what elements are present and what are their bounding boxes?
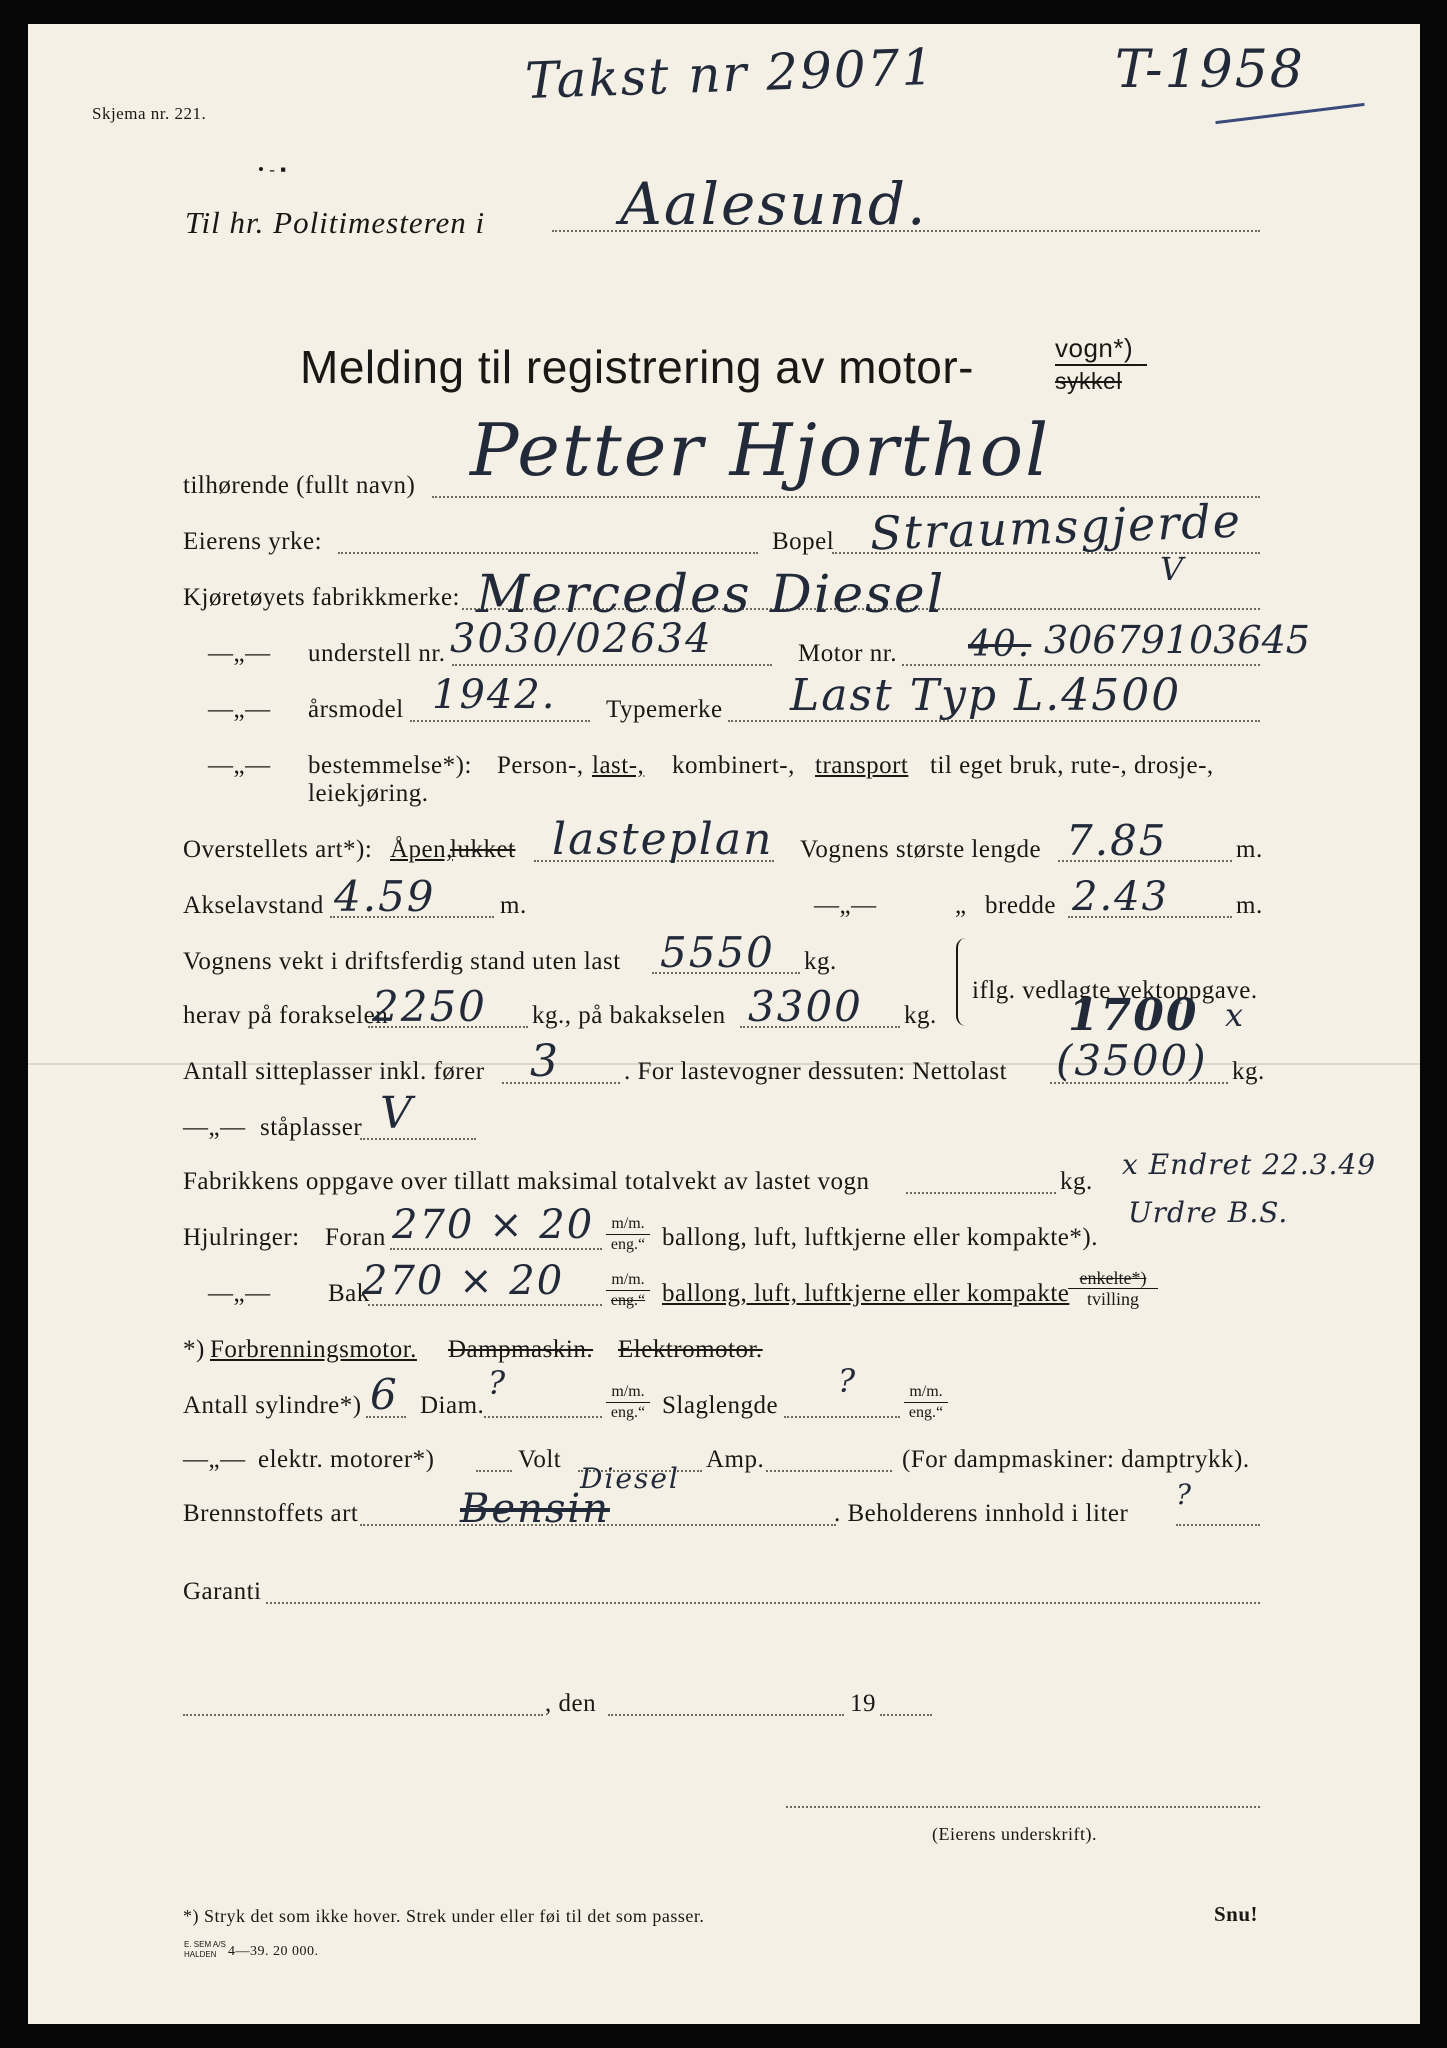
body-art-value: lasteplan <box>552 814 774 865</box>
width-unit: m. <box>1236 892 1263 919</box>
chassis-ditto: —„— <box>208 640 271 667</box>
cylinders-value: 6 <box>370 1370 399 1419</box>
empty-weight-value: 5550 <box>660 928 775 977</box>
diam-unit <box>606 1382 650 1423</box>
tank-line <box>1176 1524 1260 1526</box>
motor-label: Motor nr. <box>798 640 897 667</box>
net-load-unit: kg. <box>1232 1058 1265 1085</box>
owner-name-label: tilhørende (fullt navn) <box>183 472 416 499</box>
purpose-transport: transport <box>815 752 909 779</box>
printer-name: E. SEM A/S <box>184 1940 226 1949</box>
year-ditto: —„— <box>208 696 271 723</box>
engine-steam: Dampmaskin. <box>448 1336 594 1363</box>
footnote: *) Stryk det som ikke hover. Strek under eller føi til det som passer. <box>183 1906 705 1926</box>
diam-line <box>484 1416 602 1418</box>
length-unit: m. <box>1236 836 1263 863</box>
guarantee-label: Garanti <box>183 1578 262 1605</box>
title-fraction-bar <box>1055 364 1147 366</box>
width-label: bredde <box>985 892 1057 919</box>
max-weight-line <box>906 1192 1056 1194</box>
residence-mark: V <box>1160 550 1186 588</box>
wheels-front-unit <box>606 1214 650 1255</box>
cylinders-label: Antall sylindre*) <box>183 1392 362 1419</box>
engine-electric: Elektromotor. <box>618 1336 763 1363</box>
weight-attachment-note: iflg. vedlagte vektoppgave. <box>972 977 1258 1004</box>
width-ditto: —„— <box>814 892 877 919</box>
make-value: Mercedes Diesel <box>476 565 946 625</box>
eng-label: eng.“ <box>610 1404 646 1421</box>
width-prefix: „ <box>955 892 967 919</box>
purpose-rest: til eget bruk, rute-, drosje-, <box>930 752 1214 779</box>
year-line <box>880 1714 932 1716</box>
eng-label: eng.“ <box>908 1404 944 1421</box>
front-axle-value: 2250 <box>372 982 487 1031</box>
amp-label: Amp. <box>706 1446 765 1473</box>
turn-over-note: Snu! <box>1214 1902 1259 1926</box>
amended-weight: 1700 <box>1068 990 1199 1041</box>
stamp-mark: • - ▪ <box>258 160 287 179</box>
year-value: 1942. <box>432 672 557 718</box>
residence-label: Bopel <box>772 528 835 555</box>
tank-label: . Beholderens innhold i liter <box>834 1500 1129 1527</box>
wheels-rear-value: 270 × 20 <box>362 1258 565 1304</box>
residence-value: Straumsgjerde <box>869 493 1243 561</box>
front-axle-label: herav på forakselen <box>183 1002 389 1029</box>
wheels-rear-types: ballong, luft, luftkjerne eller kompakte <box>662 1280 1070 1307</box>
wheels-label: Hjulringer: <box>183 1224 300 1251</box>
amendment-signature: Urdre B.S. <box>1128 1196 1289 1229</box>
standing-line <box>360 1138 476 1140</box>
mm-label: m/m. <box>606 1382 650 1403</box>
steam-pressure-note: (For dampmaskiner: damptrykk). <box>902 1446 1250 1473</box>
electric-label: elektr. motorer*) <box>258 1446 435 1473</box>
signature-line <box>786 1806 1260 1808</box>
wheels-rear-line <box>368 1304 602 1306</box>
guarantee-line <box>266 1602 1260 1604</box>
standing-ditto: —„— <box>183 1114 246 1141</box>
axle-label: Akselavstand <box>183 892 324 919</box>
purpose-person: Person-, <box>497 752 584 779</box>
printer-city: HALDEN <box>184 1950 217 1959</box>
axle-unit: m. <box>500 892 527 919</box>
footnote-mark: *) <box>183 1336 205 1363</box>
body-art-label: Overstellets art*): <box>183 836 373 863</box>
volt-label: Volt <box>518 1446 562 1473</box>
chassis-line <box>452 664 772 666</box>
wheels-front-types: ballong, luft, luftkjerne eller kompakte*). <box>662 1224 1098 1251</box>
form-number: Skjema nr. 221. <box>92 104 207 123</box>
type-value: Last Typ L.4500 <box>790 670 1182 721</box>
empty-weight-label: Vognens vekt i driftsferdig stand uten last <box>183 948 621 975</box>
mm-label: m/m. <box>606 1214 650 1235</box>
body-open: Åpen, <box>390 836 453 863</box>
max-weight-label: Fabrikkens oppgave over tillatt maksimal totalvekt av lastet vogn <box>183 1168 870 1195</box>
purpose-combined: kombinert-, <box>672 752 795 779</box>
year-prefix: 19 <box>850 1690 876 1717</box>
takst-note: Takst nr 29071 <box>524 37 937 111</box>
seats-line <box>502 1082 620 1084</box>
net-load-value: (3500) <box>1056 1036 1208 1085</box>
purpose-last: last-, <box>592 752 645 779</box>
stroke-line <box>784 1416 900 1418</box>
rear-axle-label: kg., på bakakselen <box>532 1002 726 1029</box>
wheels-front-value: 270 × 20 <box>392 1202 595 1248</box>
length-label: Vognens største lengde <box>800 836 1042 863</box>
width-value: 2.43 <box>1072 874 1170 920</box>
stroke-unit <box>904 1382 948 1423</box>
wheels-rear-unit <box>606 1270 650 1311</box>
year-line <box>410 720 590 722</box>
empty-weight-unit: kg. <box>804 948 837 975</box>
wheels-rear-kind <box>1068 1268 1158 1309</box>
length-value: 7.85 <box>1066 816 1168 865</box>
diam-label: Diam. <box>420 1392 485 1419</box>
electric-ditto: —„— <box>183 1446 246 1473</box>
seats-value: 3 <box>530 1036 560 1087</box>
wheels-front-line <box>390 1248 602 1250</box>
single-label: enkelte*) <box>1068 1268 1158 1289</box>
date-label: , den <box>545 1690 597 1717</box>
make-label: Kjøretøyets fabrikkmerke: <box>183 584 460 611</box>
axle-value: 4.59 <box>334 872 436 921</box>
twin-label: tvilling <box>1086 1289 1139 1309</box>
type-label: Typemerke <box>606 696 723 723</box>
cargo-label: . For lastevogner dessuten: Nettolast <box>624 1058 1008 1085</box>
year-label: årsmodel <box>308 696 404 723</box>
rear-axle-value: 3300 <box>748 982 863 1031</box>
rear-axle-unit: kg. <box>904 1002 937 1029</box>
amended-weight-mark: x <box>1225 996 1246 1034</box>
city-value: Aalesund. <box>620 170 928 238</box>
body-closed: lukket <box>450 836 516 863</box>
addressee-label: Til hr. Politimesteren i <box>185 205 486 240</box>
wheels-front-label: Foran <box>325 1224 386 1251</box>
stroke-label: Slaglengde <box>662 1392 779 1419</box>
signature-label: (Eierens underskrift). <box>932 1824 1097 1844</box>
standing-value: V <box>380 1088 414 1139</box>
owner-name-value: Petter Hjorthol <box>470 408 1051 492</box>
purpose-label: bestemmelse*): <box>308 752 472 779</box>
registration-number: T-1958 <box>1115 40 1305 100</box>
chassis-value: 3030/02634 <box>450 616 713 662</box>
fuel-label: Brennstoffets art <box>183 1500 359 1527</box>
fuel-struck: Bensin <box>460 1486 610 1532</box>
print-run: 4—39. 20 000. <box>228 1944 319 1959</box>
weight-brace <box>956 938 968 1026</box>
mm-label: m/m. <box>904 1382 948 1403</box>
electric-line <box>476 1470 512 1472</box>
place-line <box>183 1714 543 1716</box>
occupation-line <box>338 552 758 554</box>
fuel-value: Diesel <box>580 1462 680 1495</box>
seats-label: Antall sitteplasser inkl. fører <box>183 1058 485 1085</box>
engine-combustion: Forbrenningsmotor. <box>210 1336 417 1363</box>
motor-line <box>902 664 1260 666</box>
diam-value: ? <box>488 1364 508 1402</box>
mm-label: m/m. <box>606 1270 650 1291</box>
amendment-note: x Endret 22.3.49 <box>1122 1148 1377 1181</box>
page-title: Melding til registrering av motor- <box>300 341 975 393</box>
title-option-top: vogn*) <box>1055 333 1134 363</box>
amp-line <box>766 1470 892 1472</box>
eng-label: eng.“ <box>610 1236 646 1253</box>
max-weight-unit: kg. <box>1060 1168 1093 1195</box>
chassis-label: understell nr. <box>308 640 446 667</box>
tank-value: ? <box>1176 1478 1194 1511</box>
occupation-label: Eierens yrke: <box>183 528 323 555</box>
eng-label: eng.“ <box>610 1292 646 1309</box>
motor-struck: 40. <box>968 624 1032 665</box>
title-option-bottom: sykkel <box>1055 368 1122 394</box>
purpose-ditto: —„— <box>208 752 271 779</box>
wheels-rear-label: Bak <box>328 1280 370 1307</box>
motor-value: 30679103645 <box>1044 618 1310 662</box>
standing-label: ståplasser <box>260 1114 363 1141</box>
date-line <box>608 1714 844 1716</box>
purpose-line2: leiekjøring. <box>308 780 429 807</box>
stroke-value: ? <box>838 1362 858 1400</box>
wheels-rear-ditto: —„— <box>208 1280 271 1307</box>
